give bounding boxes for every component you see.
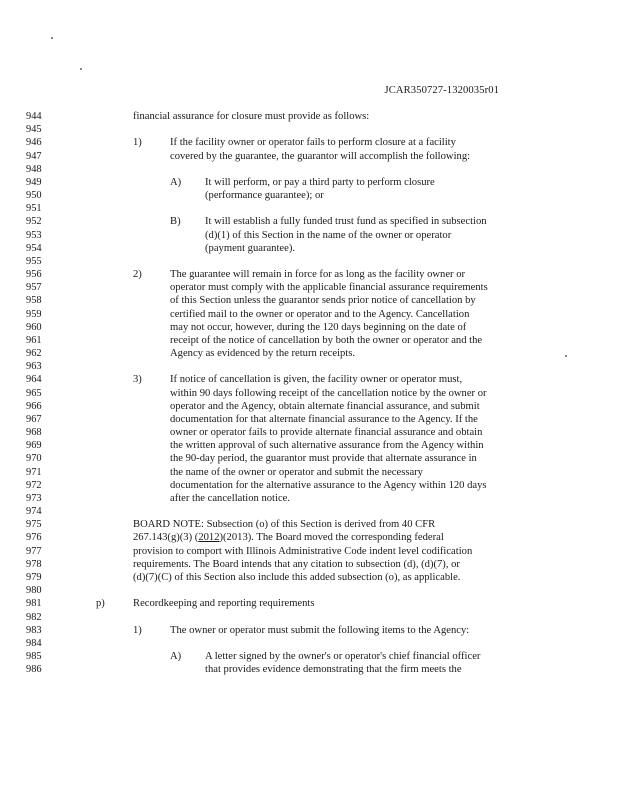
line-979	[0, 571, 618, 584]
line-959	[0, 308, 618, 321]
scan-speck	[80, 68, 82, 70]
document-id-header: JCAR350727-1320035r01	[384, 85, 499, 96]
line-957	[0, 281, 618, 294]
enumeration-label: p)	[96, 598, 105, 610]
line-text: after the cancellation notice.	[170, 492, 290, 504]
line-number: 979	[26, 572, 42, 583]
line-963	[0, 360, 618, 373]
line-number: 950	[26, 190, 42, 201]
citation-text: )(2013). The Board moved the corresponding federal	[219, 532, 444, 544]
line-text: provision to comport with Illinois Administrative Code indent level codification	[133, 545, 473, 557]
line-978	[0, 558, 618, 571]
enumeration-label: 1)	[133, 624, 142, 636]
line-952	[0, 215, 618, 228]
line-text: It will perform, or pay a third party to perform closure	[205, 176, 435, 188]
line-text: (payment guarantee).	[205, 242, 296, 254]
line-number: 985	[26, 651, 42, 662]
line-number: 975	[26, 519, 42, 531]
line-number: 972	[26, 479, 42, 491]
line-983	[0, 624, 618, 637]
line-text: that provides evidence demonstrating that the firm meets the	[205, 664, 462, 676]
line-number: 962	[26, 348, 42, 360]
line-980	[0, 584, 618, 597]
line-number: 947	[26, 150, 42, 162]
line-number: 968	[26, 427, 42, 439]
line-number: 946	[26, 137, 42, 149]
line-text: the written approval of such alternative assurance from the Agency within	[170, 440, 484, 452]
enumeration-label: A)	[170, 176, 182, 188]
enumeration-label: 3)	[133, 374, 142, 386]
line-text: requirements. The Board intends that any citation to subsection (d), (d)(7), or	[133, 558, 460, 570]
line-964	[0, 373, 618, 386]
enumeration-label: 1)	[133, 137, 142, 149]
line-text: Recordkeeping and reporting requirements	[133, 598, 315, 610]
line-text: may not occur, however, during the 120 days beginning on the date of	[170, 321, 467, 333]
line-number: 969	[26, 440, 42, 452]
line-text: A letter signed by the owner's or operator's chief financial officer	[205, 651, 481, 662]
line-number: 964	[26, 374, 42, 386]
line-text: covered by the guarantee, the guarantor will accomplish the following:	[170, 150, 471, 162]
line-number: 966	[26, 400, 42, 412]
line-number: 952	[26, 216, 42, 228]
line-965	[0, 387, 618, 400]
line-number: 959	[26, 308, 42, 320]
line-974	[0, 505, 618, 518]
inserted-year: 2012	[198, 532, 220, 544]
line-number: 973	[26, 492, 42, 504]
line-text: the 90-day period, the guarantor must provide that alternate assurance in	[170, 453, 477, 465]
line-986	[0, 663, 618, 676]
line-number: 986	[26, 664, 42, 676]
line-number: 957	[26, 282, 42, 294]
line-969	[0, 439, 618, 452]
line-text: owner or operator fails to provide alternate financial assurance and obtain	[170, 427, 483, 439]
line-955	[0, 255, 618, 268]
line-945	[0, 123, 618, 136]
line-text: It will establish a fully funded trust fund as specified in subsection	[205, 216, 487, 228]
line-text: of this Section unless the guarantor sends prior notice of cancellation by	[170, 295, 476, 307]
line-text: Agency as evidenced by the return receipts.	[170, 348, 356, 360]
line-number: 963	[26, 361, 42, 373]
line-948	[0, 163, 618, 176]
line-977	[0, 545, 618, 558]
line-number: 976	[26, 532, 42, 544]
line-950	[0, 189, 618, 202]
line-text: operator and the Agency, obtain alternate financial assurance, and submit	[170, 400, 480, 412]
line-975	[0, 518, 618, 531]
line-text: receipt of the notice of cancellation by both the owner or operator and the	[170, 334, 483, 346]
line-text: the name of the owner or operator and submit the necessary	[170, 466, 423, 478]
line-949	[0, 176, 618, 189]
line-number: 961	[26, 334, 42, 346]
line-961	[0, 334, 618, 347]
line-968	[0, 426, 618, 439]
line-number: 970	[26, 453, 42, 465]
line-976	[0, 531, 618, 544]
line-text: (performance guarantee); or	[205, 190, 324, 201]
line-number: 960	[26, 321, 42, 333]
line-953	[0, 229, 618, 242]
line-944	[0, 110, 618, 123]
line-967	[0, 413, 618, 426]
line-947	[0, 150, 618, 163]
line-text: (d)(7)(C) of this Section also include this added subsection (o), as applicable.	[133, 572, 461, 583]
line-984	[0, 637, 618, 650]
line-text: documentation for the alternative assurance to the Agency within 120 days	[170, 479, 487, 491]
line-966	[0, 400, 618, 413]
line-946	[0, 136, 618, 149]
line-956	[0, 268, 618, 281]
line-962	[0, 347, 618, 360]
line-number: 948	[26, 163, 42, 175]
line-number: 974	[26, 506, 42, 518]
enumeration-label: 2)	[133, 269, 142, 280]
line-text: financial assurance for closure must provide as follows:	[133, 111, 370, 122]
line-973	[0, 492, 618, 505]
line-960	[0, 321, 618, 334]
line-number: 982	[26, 611, 42, 623]
line-text: BOARD NOTE: Subsection (o) of this Section is derived from 40 CFR	[133, 519, 436, 531]
line-text: (d)(1) of this Section in the name of the owner or operator	[205, 229, 452, 241]
line-971	[0, 466, 618, 479]
line-text: within 90 days following receipt of the cancellation notice by the owner or	[170, 387, 487, 399]
line-number: 951	[26, 203, 42, 215]
enumeration-label: B)	[170, 216, 181, 228]
line-number: 965	[26, 387, 42, 399]
line-number: 978	[26, 558, 42, 570]
line-number: 980	[26, 585, 42, 597]
line-982	[0, 611, 618, 624]
line-text: If the facility owner or operator fails to perform closure at a facility	[170, 137, 456, 149]
line-text: operator must comply with the applicable financial assurance requirements	[170, 282, 488, 294]
line-972	[0, 479, 618, 492]
line-number: 967	[26, 413, 42, 425]
line-text-citation	[133, 531, 444, 544]
line-text: documentation for that alternate financial assurance to the Agency. If the	[170, 413, 478, 425]
line-958	[0, 294, 618, 307]
line-text: certified mail to the owner or operator and to the Agency. Cancellation	[170, 308, 470, 320]
line-number: 983	[26, 624, 42, 636]
enumeration-label: A)	[170, 651, 182, 662]
line-number: 953	[26, 229, 42, 241]
line-number: 944	[26, 111, 42, 122]
line-text: If notice of cancellation is given, the facility owner or operator must,	[170, 374, 463, 386]
line-text: The guarantee will remain in force for as long as the facility owner or	[170, 269, 466, 280]
line-number: 945	[26, 124, 42, 136]
line-text: The owner or operator must submit the following items to the Agency:	[170, 624, 470, 636]
line-951	[0, 202, 618, 215]
line-985	[0, 650, 618, 663]
line-970	[0, 452, 618, 465]
scan-speck	[51, 37, 53, 39]
line-number: 984	[26, 637, 42, 649]
citation-text: 267.143(g)(3) (	[133, 532, 199, 544]
line-number: 955	[26, 255, 42, 267]
line-981	[0, 597, 618, 610]
line-number: 958	[26, 295, 42, 307]
line-954	[0, 242, 618, 255]
line-number: 981	[26, 598, 42, 610]
line-number: 971	[26, 466, 42, 478]
line-number: 954	[26, 242, 42, 254]
line-number: 977	[26, 545, 42, 557]
line-number: 949	[26, 176, 42, 188]
line-number: 956	[26, 269, 42, 280]
